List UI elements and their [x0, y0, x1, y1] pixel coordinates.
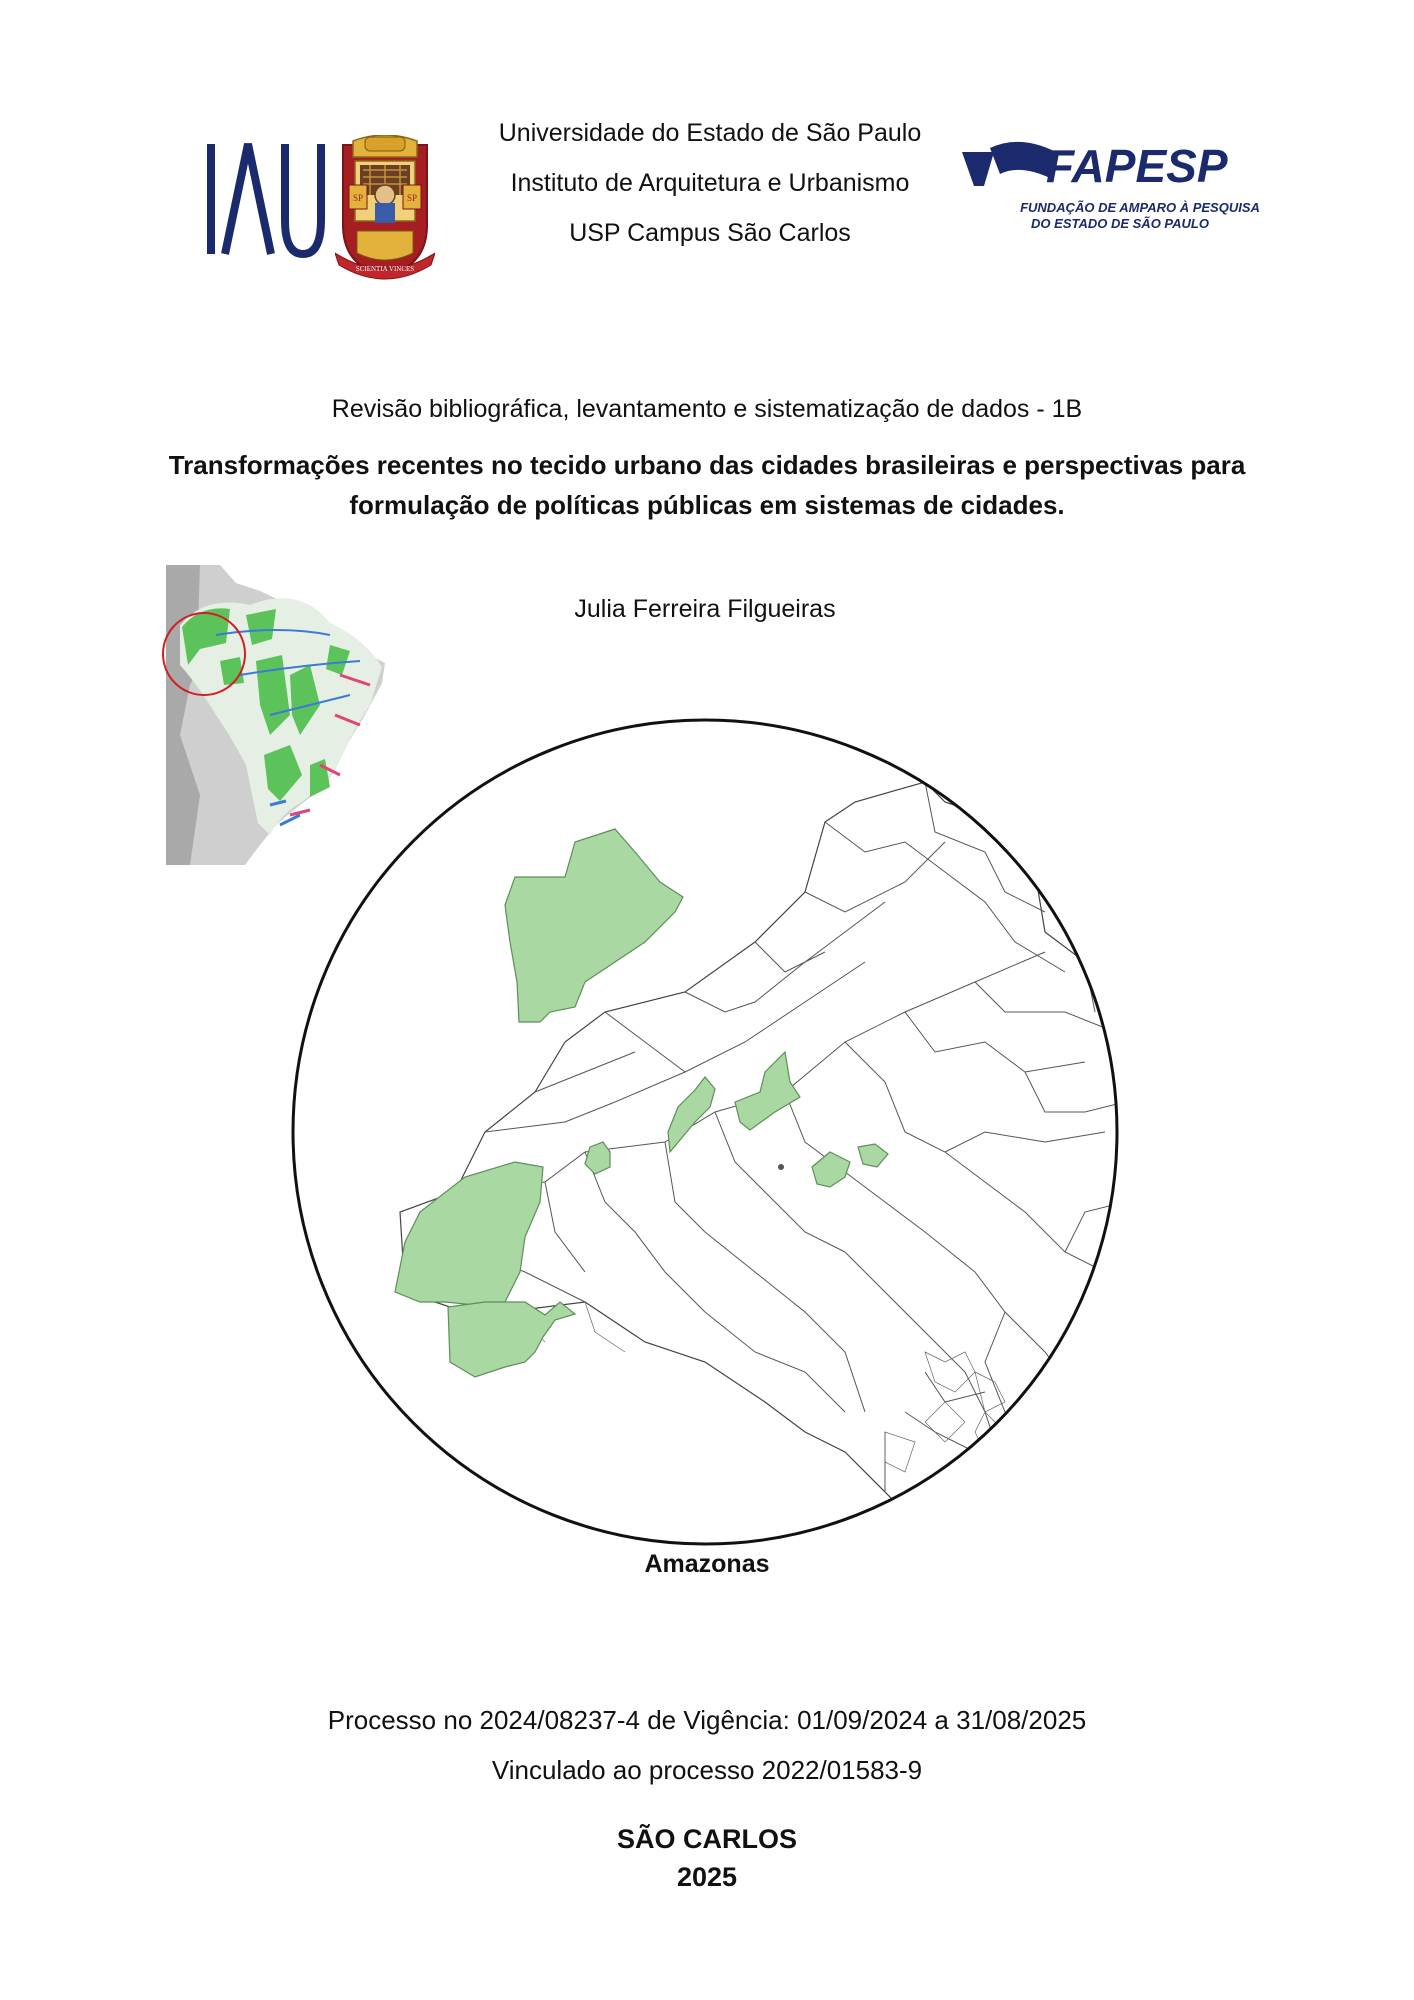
process-line: Processo no 2024/08237-4 de Vigência: 01/09/2024 a 31/08/2025 — [327, 1705, 1087, 1735]
svg-text:SP: SP — [406, 193, 418, 203]
fapesp-tagline-1: FUNDAÇÃO DE AMPARO À PESQUISA — [1020, 200, 1260, 215]
map-caption: Amazonas — [644, 1550, 770, 1578]
institution-line-campus: USP Campus São Carlos — [569, 219, 851, 247]
process-info — [0, 1695, 1414, 1795]
document-title-line-2: formulação de políticas públicas em sistemas de cidades. — [349, 490, 1065, 520]
document-title-line-1: Transformações recentes no tecido urbano das cidades brasileiras e perspectivas para — [168, 450, 1246, 480]
institution-line-university: Universidade do Estado de São Paulo — [498, 119, 922, 147]
usp-motto: SCIENTIA VINCES — [355, 265, 415, 273]
document-title — [100, 445, 1314, 525]
fapesp-name: FAPESP — [1046, 140, 1228, 192]
svg-text:SP: SP — [352, 193, 364, 203]
amazonas-municipalities-map — [285, 712, 1125, 1552]
fapesp-logo — [960, 138, 1260, 238]
fapesp-tagline-2: DO ESTADO DE SÃO PAULO — [1031, 216, 1209, 231]
institution-line-institute: Instituto de Arquitetura e Urbanismo — [510, 169, 910, 197]
document-subtitle: Revisão bibliográfica, levantamento e sistematização de dados - 1B — [331, 395, 1083, 423]
usp-coat-of-arms — [335, 135, 435, 285]
city-name: SÃO CARLOS — [616, 1824, 797, 1854]
institution-block — [440, 108, 980, 258]
publication-year: 2025 — [676, 1862, 738, 1892]
linked-process-line: Vinculado ao processo 2022/01583-9 — [491, 1755, 923, 1785]
iau-logo — [205, 140, 325, 258]
document-author: Julia Ferreira Filgueiras — [574, 595, 836, 623]
city-year-block — [0, 1820, 1414, 1896]
